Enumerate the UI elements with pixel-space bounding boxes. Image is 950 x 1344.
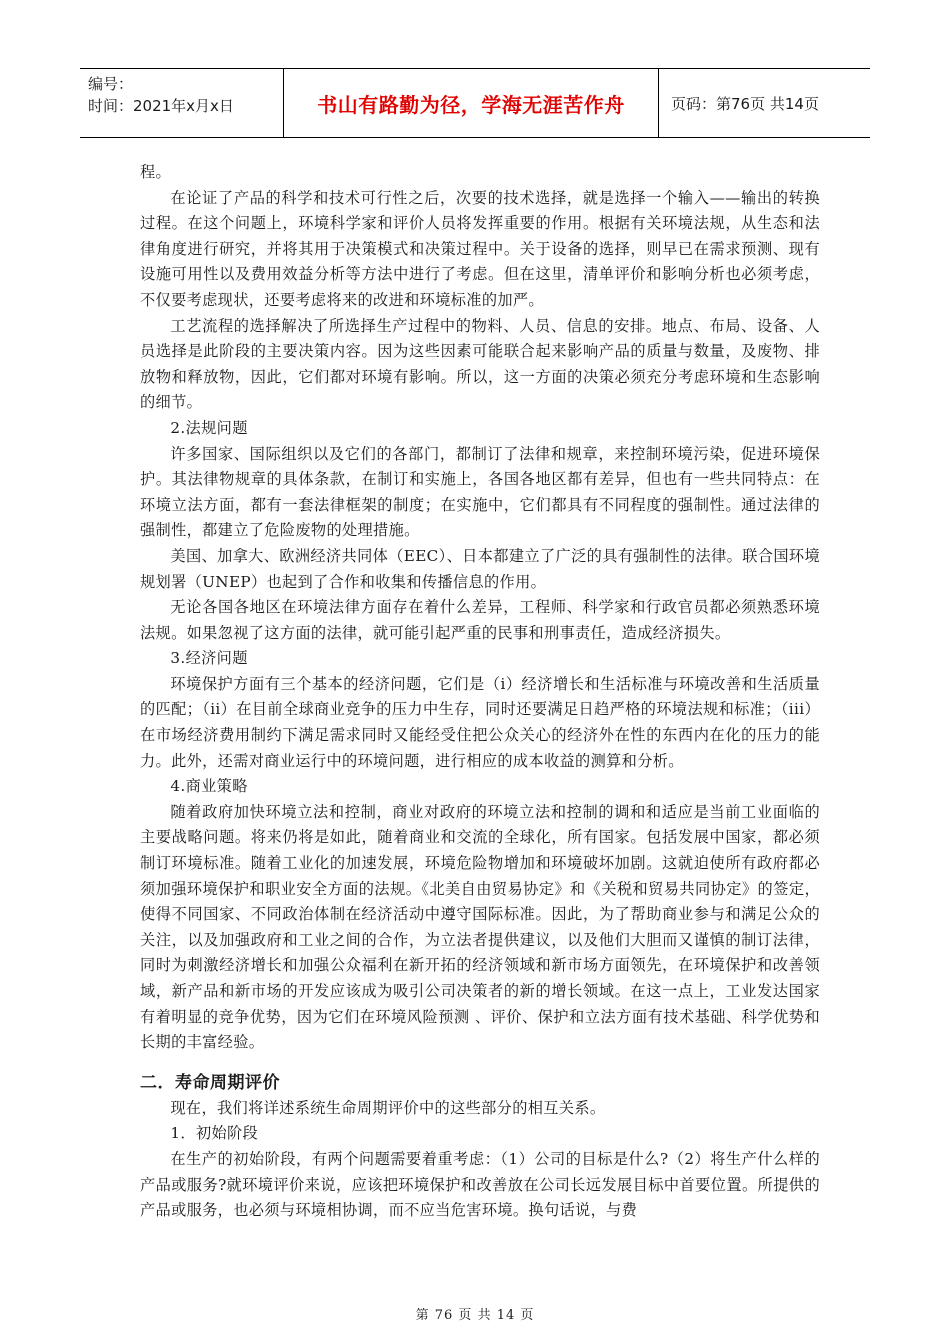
paragraph: 现在，我们将详述系统生命周期评价中的这些部分的相互关系。 bbox=[170, 1098, 606, 1117]
document-body bbox=[140, 160, 820, 1224]
paragraph: 在生产的初始阶段，有两个问题需要着重考虑：（1）公司的目标是什么?（2）将生产什么样的产品或服务?就环境评价来说，应该把环境保护和改善放在公司长远发展目标中首要位置。所提供的产品或服务，也必须与环境相协调，而不应当危害环境。换句话说，与费 bbox=[140, 1149, 820, 1220]
paragraph: 程。 bbox=[140, 163, 172, 181]
header-page-info: 页码：第76页 共14页 bbox=[671, 94, 819, 113]
paragraph: 在论证了产品的科学和技术可行性之后，次要的技术选择，就是选择一个输入——输出的转换过程。在这个问题上，环境科学家和评价人员将发挥重要的作用。根据有关环境法规，从生态和法律角度进行研究，并将其用于决策模式和决策过程中。关于设备的选择，则早已在需求预测、现有设施可用性以及费用效益分析等方法中进行了考虑。但在这里，清单评价和影响分析也必须考虑，不仅要考虑现状，还要考虑将来的改进和环境标准的加严。 bbox=[140, 188, 820, 309]
paragraph: 无论各国各地区在环境法律方面存在着什么差异，工程师、科学家和行政官员都必须熟悉环境法规。如果忽视了这方面的法律，就可能引起严重的民事和刑事责任，造成经济损失。 bbox=[140, 598, 820, 642]
subheading-economy: 3.经济问题 bbox=[170, 649, 248, 668]
header-motto: 书山有路勤为径，学海无涯苦作舟 bbox=[283, 69, 659, 137]
time-label: 时间：2021年x月x日 bbox=[88, 97, 234, 115]
paragraph: 环境保护方面有三个基本的经济问题，它们是（i）经济增长和生活标准与环境改善和生活质量的匹配；（ii）在目前全球商业竞争的压力中生存，同时还要满足日趋严格的环境法规和标准；（iii）在市场经济费用制约下满足需求同时又能经受住把公众关心的经济外在性的东西内在化的压力的能力。此外，还需对商业运行中的环境问题，进行相应的成本收益的测算和分析。 bbox=[140, 674, 820, 770]
paragraph: 工艺流程的选择解决了所选择生产过程中的物料、人员、信息的安排。地点、布局、设备、人员选择是此阶段的主要决策内容。因为这些因素可能联合起来影响产品的质量与数量，及废物、排放物和释放物，因此，它们都对环境有影响。所以，这一方面的决策必须充分考虑环境和生态影响的细节。 bbox=[140, 316, 820, 412]
paragraph: 许多国家、国际组织以及它们的各部门，都制订了法律和规章，来控制环境污染，促进环境保护。其法律物规章的具体条款，在制订和实施上，各国各地区都有差异，但也有一些共同特点：在环境立法方面，都有一套法律框架的制度；在实施中，它们都具有不同程度的强制性。通过法律的强制性，都建立了危险废物的处理措施。 bbox=[140, 444, 820, 540]
section-heading-lifecycle: 二．寿命周期评价 bbox=[140, 1072, 280, 1093]
subheading-strategy: 4.商业策略 bbox=[170, 777, 248, 796]
number-label: 编号： bbox=[88, 75, 134, 93]
page-footer: 第 76 页 共 14 页 bbox=[415, 1308, 535, 1323]
subheading-initial-stage: 1．初始阶段 bbox=[170, 1124, 259, 1143]
page-header bbox=[80, 68, 870, 138]
paragraph: 美国、加拿大、欧洲经济共同体（EEC）、日本都建立了广泛的具有强制性的法律。联合国环境规划署（UNEP）也起到了合作和收集和传播信息的作用。 bbox=[140, 546, 820, 591]
header-meta bbox=[80, 69, 283, 137]
subheading-regulation: 2.法规问题 bbox=[170, 418, 248, 437]
paragraph: 随着政府加快环境立法和控制，商业对政府的环境立法和控制的调和和适应是当前工业面临的主要战略问题。将来仍将是如此，随着商业和交流的全球化，所有国家。包括发展中国家，都必须制订环境标准。随着工业化的加速发展，环境危险物增加和环境破坏加剧。这就迫使所有政府都必须加强环境保护和职业安全方面的法规。《北美自由贸易协定》和《关税和贸易共同协定》的签定，使得不同国家、不同政治体制在经济活动中遵守国际标准。因此，为了帮助商业参与和满足公众的关注，以及加强政府和工业之间的合作，为立法者提供建议，以及他们大胆而又谨慎的制订法律，同时为刺激经济增长和加强公众福利在新开拓的经济领域和新市场方面领先，在环境保护和改善领域，新产品和新市场的开发应该成为吸引公司决策者的新的增长领域。在这一点上，工业发达国家有着明显的竞争优势，因为它们在环境风险预测 、评价、保护和立法方面有技术基础、科学优势和长期的丰富经验。 bbox=[140, 802, 820, 1052]
